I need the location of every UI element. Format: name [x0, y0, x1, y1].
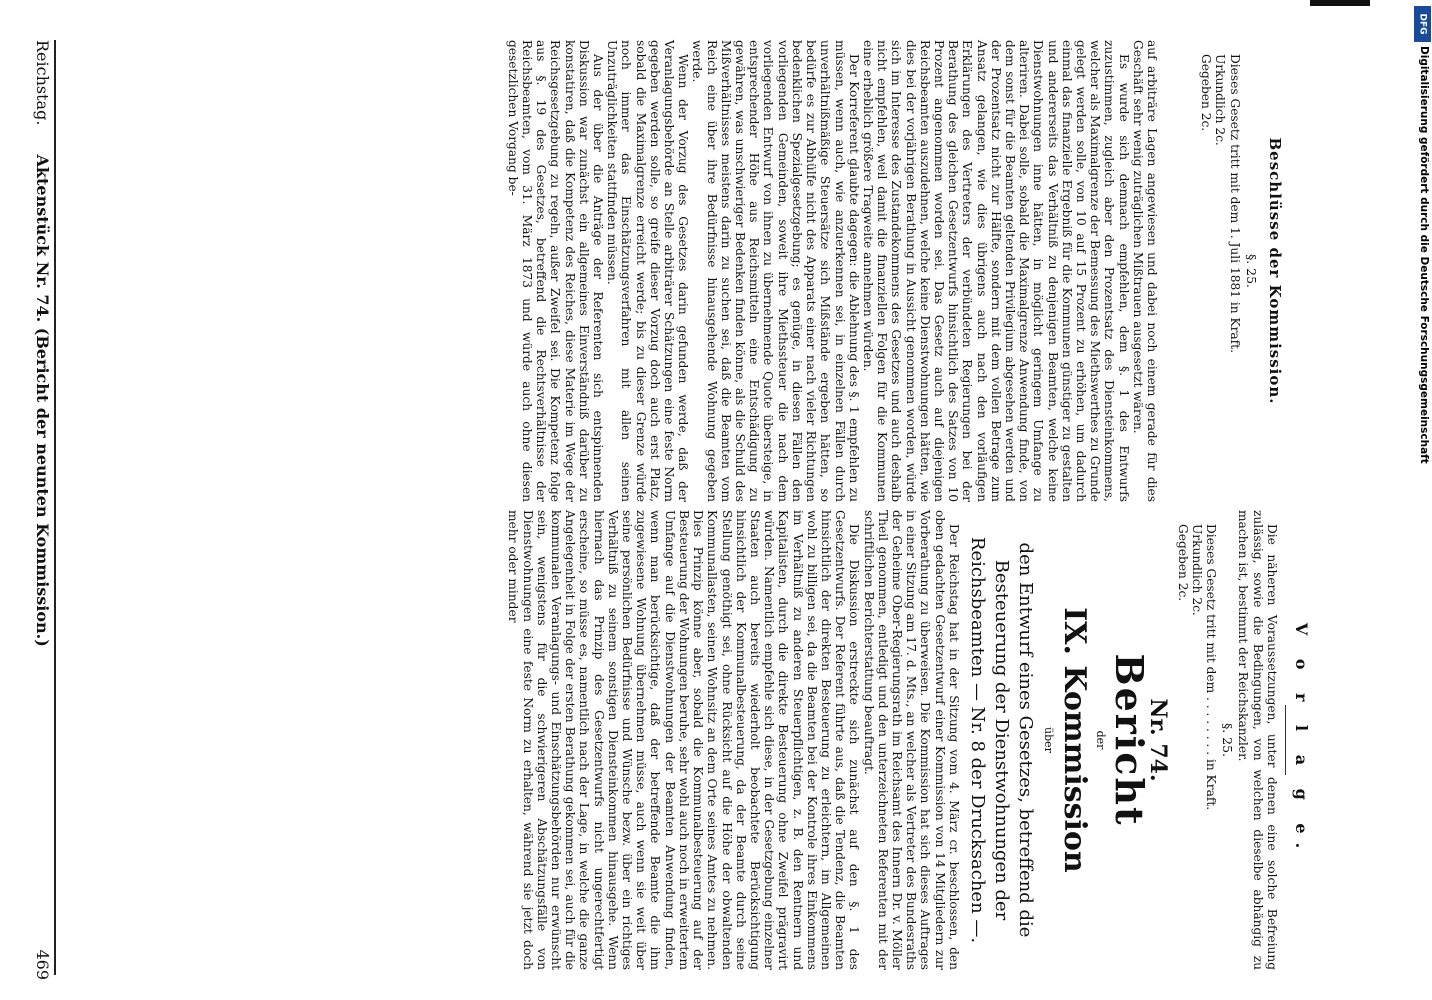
item-number: Nr. 74.	[1145, 698, 1172, 782]
commission-title: IX. Kommission	[1056, 607, 1092, 873]
vorlage-paragraph: Die näheren Voraussetzungen, unter denen eine solche Befreiung zulässig, sowie die Bedingungen, von welchen dieselbe abhängig zu machen ist, bestimmt der Reichskanzler.	[1236, 510, 1279, 970]
page-number-label: 469	[33, 949, 52, 980]
column-lower-block	[28, 510, 1311, 970]
report-paragraph-5: Wenn der Vorzug des Gesetzes darin gefunden werde, daß der Veranlagungsbehörde an Stelle arbiträrer Schätzungen eine feste Norm gegeben werden solle, so greife dieser Vorzug doch auch erst Platz, sobald die Maximalgrenze erreicht werde; bis zu dieser Grenze würde noch immer das Einschätzungsverfahren mit allen seinen Unzuträglichkeiten stattfinden müssen.	[605, 40, 691, 502]
report-paragraph-6: Aus der über die Anträge der Referenten sich entspinnenden Diskussion war zunächst ein allgemeines Einverständniß darüber zu konstatiren, daß die Kompetenz des Reiches, diese Materie im Wege der Reichsgesetzgebung zu regeln, außer Zweifel sei. Die Kompetenz folge aus §. 19 des Gesetzes, betreffend die Rechtsverhältnisse der Reichsbeamten, vom 31. März 1873 und würde auch ohne diesen gesetzlichen Vorgang be-	[505, 40, 606, 502]
resolutions-inkraft: Dieses Gesetz tritt mit dem 1. Juli 1881 in Kraft.	[1227, 54, 1242, 353]
dfg-logo	[1414, 6, 1431, 42]
running-header-rotated	[26, 40, 52, 980]
gegeben-line: Gegeben 2c.	[1175, 524, 1190, 602]
resolutions-heading: Beschlüsse der Kommission.	[1266, 137, 1284, 405]
resolutions-gegeben: Gegeben 2c.	[1199, 54, 1214, 132]
inkraft-line: Dieses Gesetz tritt mit dem . . . . . . . . in Kraft.	[1203, 524, 1218, 811]
scan-edge-mark	[1310, 0, 1370, 6]
header-center-label: Aktenstück Nr. 74. (Bericht der neunten Kommission.)	[33, 154, 52, 647]
report-paragraph-3: Es wurde sich demnach empfehlen, dem §. 1 des Entwurfs zuzustimmen, zugleich aber den Prozentsatz des Diensteinkommens, welcher als Maximalgrenze der Bemessung des Miethswerthes zu Grunde gelegt werden solle, von 10 auf 15 Prozent zu erhöhen, um dadurch einmal das finanzielle Ergebniß für die Kommunen günstiger zu gestalten und andererseits das Verhältniß zu denjenigen Beamten, welche keine Dienstwohnungen inne hätten, in möglicht geringem Umfange zu alteriren. Dabei solle, sobald die Maximalgrenze Anwendung finde, von dem sonst für die Beamten geltenden Privilegium abgesehen werden und der Prozentsatz nicht zur Hälfte, sondern mit dem vollen Betrage zum Ansatz gelangen, wie dies übrigens auch nach den vorläufigen Erklärungen des Vertreters der verbündeten Regierungen bei der Berathung des gleichen Gesetzentwurfs hinsichtlich des Satzes von 10 Prozent angenommen worden sei. Das Gesetz auch auf diejenigen Reichsbeamten auszudehnen, welche keine Dienstwohnungen hätten, wie dies bei der vorjährigen Berathung in Aussicht genommen worden, würde sich im Interesse des Zustandekommens des Gesetzes und auch deshalb nicht empfehlen, weil damit die finanziellen Folgen für die Kommunen eine erheblich größere Tragweite annehmen würden.	[860, 40, 1131, 502]
resolutions-paragraph-25: §. 25.	[1243, 253, 1259, 289]
dfg-credit-text: Digitalisierung gefördert durch die Deutsche Forschungsgemeinschaft	[1418, 46, 1430, 464]
der-line: der	[1094, 730, 1108, 750]
paragraph-25-heading: §. 25.	[1220, 722, 1236, 758]
vorlage-heading-text: V o r l a g e.	[1292, 622, 1311, 858]
header-left-label: Reichstag.	[33, 40, 52, 126]
urkundlich-line: Urkundlich 2c.	[1189, 524, 1204, 616]
header-underline	[54, 40, 56, 975]
ueber-line: über	[1041, 727, 1055, 753]
report-title: Bericht	[1107, 653, 1153, 827]
dfg-credit	[1416, 46, 1430, 986]
continued-paragraph: auf arbiträre Lagen angewiesen und dabei noch einem gerade für dies Geschäft sehr wenig zuträglichen Mißtrauen ausgesetzt wären.	[1130, 40, 1159, 502]
dfg-logo-text: DFG	[1417, 13, 1428, 35]
resolutions-urkundlich: Urkundlich 2c.	[1213, 54, 1228, 146]
column-upper-block	[20, 40, 1290, 502]
bill-title: den Entwurf eines Gesetzes, betreffend die Besteuerung der Dienstwohnungen der Reichsbeamten — Nr. 8 der Drucksachen —.	[966, 536, 1036, 944]
report-paragraph-4: Der Korreferent glaubte dagegen: die Ablehnung des §. 1 empfehlen zu müssen, wenn auch, wie anzuerkennen sei, in einzelnen Fällen durch unverhältnißmäßige Steuersätze sich Mißstände ergeben hätten, so bedürfe es zur Abhülfe nicht des Apparats einer nach vieler Richtungen bedenklichen Spezialgesetzgebung; es genüge, in diesen Fällen den vorliegenden Gemeinden, soweit ihre Miethssteuer die nach dem vorliegenden Entwurf von ihnen zu übernehmende Quote übersteige, in entsprechender Höhe aus Reichsmitteln eine Entschädigung zu gewähren, was unschwieriger Bedenken finden könne, als die Schuld des Mißverhältnisses meistens darin zu suchen sei, daß die Beamten vom Reich eine über ihre Bedürfnisse hinausgehende Wohnung gegeben werde.	[690, 40, 861, 502]
divider	[1285, 705, 1286, 775]
report-paragraph-1: Der Reichstag hat in der Sitzung vom 4. März cr. beschlossen, den oben gedachten Gesetzentwurf einer Kommission von 14 Mitgliedern zur Vorberathung zu überweisen. Die Kommission hat sich dieses Auftrages in einer Sitzung am 17. d. Mts., an welcher als Vertreter des Bundesraths der Geheime Ober-Regierungsrath im Reichsamt des Innern Dr. v. Möller Theil genommen, entledigt und den unterzeichneten Referenten mit der schriftlichen Berichterstattung beauftragt.	[861, 510, 961, 970]
report-paragraph-2: Die Diskussion erstreckte sich zunächst auf den §. 1 des Gesetzentwurfs. Der Referent führte aus, daß die Tendenz, die Beamten hinsichtlich der direkten Besteuerung zu erleichtern, im Allgemeinen wohl zu billigen sei, da die Beamten bei der Kontrole ihres Einkommens im Verhältniß zu anderen Steuerpflichtigen, z. B. den Rentnern und Kapitalisten, durch die direkte Besteuerung ohne Zweifel prägravirt würden. Namentlich empfehle sich diese, in der Gesetzgebung einzelner Staaten auch bereits wiederholt beobachtete Berücksichtigung hinsichtlich der Kommunalbesteuerung, da der Beamte durch seine Stellung genöthigt sei, ohne Rücksicht auf die Höhe der obwaltenden Kommunallasten, seinen Wohnsitz an dem Orte seines Amtes zu nehmen. Dies Prinzip könne aber, sobald die Kommunalbesteuerung auf der Besteuerung der Wohnungen beruhe, sehr wohl auch noch in erweitertem Umfange auf die Dienstwohnungen der Beamten Anwendung finden, wenn man berücksichtige, daß der betreffende Beamte die ihm zugewiesene Wohnung übernehmen müsse, auch wenn sie weit über seine persönlichen Bedürfnisse und Wünsche bezw. über ein richtiges Verhältniß zu seinem sonstigen Diensteinkommen hinausgehe. Wenn hiernach das Prinzip des Gesetzentwurfs nicht ungerechtfertigt erscheine, so müsse es, namentlich nach der Lage, in welche die ganze Angelegenheit in Folge der ersten Berathung gekommen sei, auch für die kommunalen Veranlagungs- und Einschätzungsbehörden nur erwünscht sein, wenigstens für die schwierigeren Abschätzungsfälle von Dienstwohnungen eine feste Norm zu erhalten, während sie jetzt doch mehr oder minder	[506, 510, 862, 970]
